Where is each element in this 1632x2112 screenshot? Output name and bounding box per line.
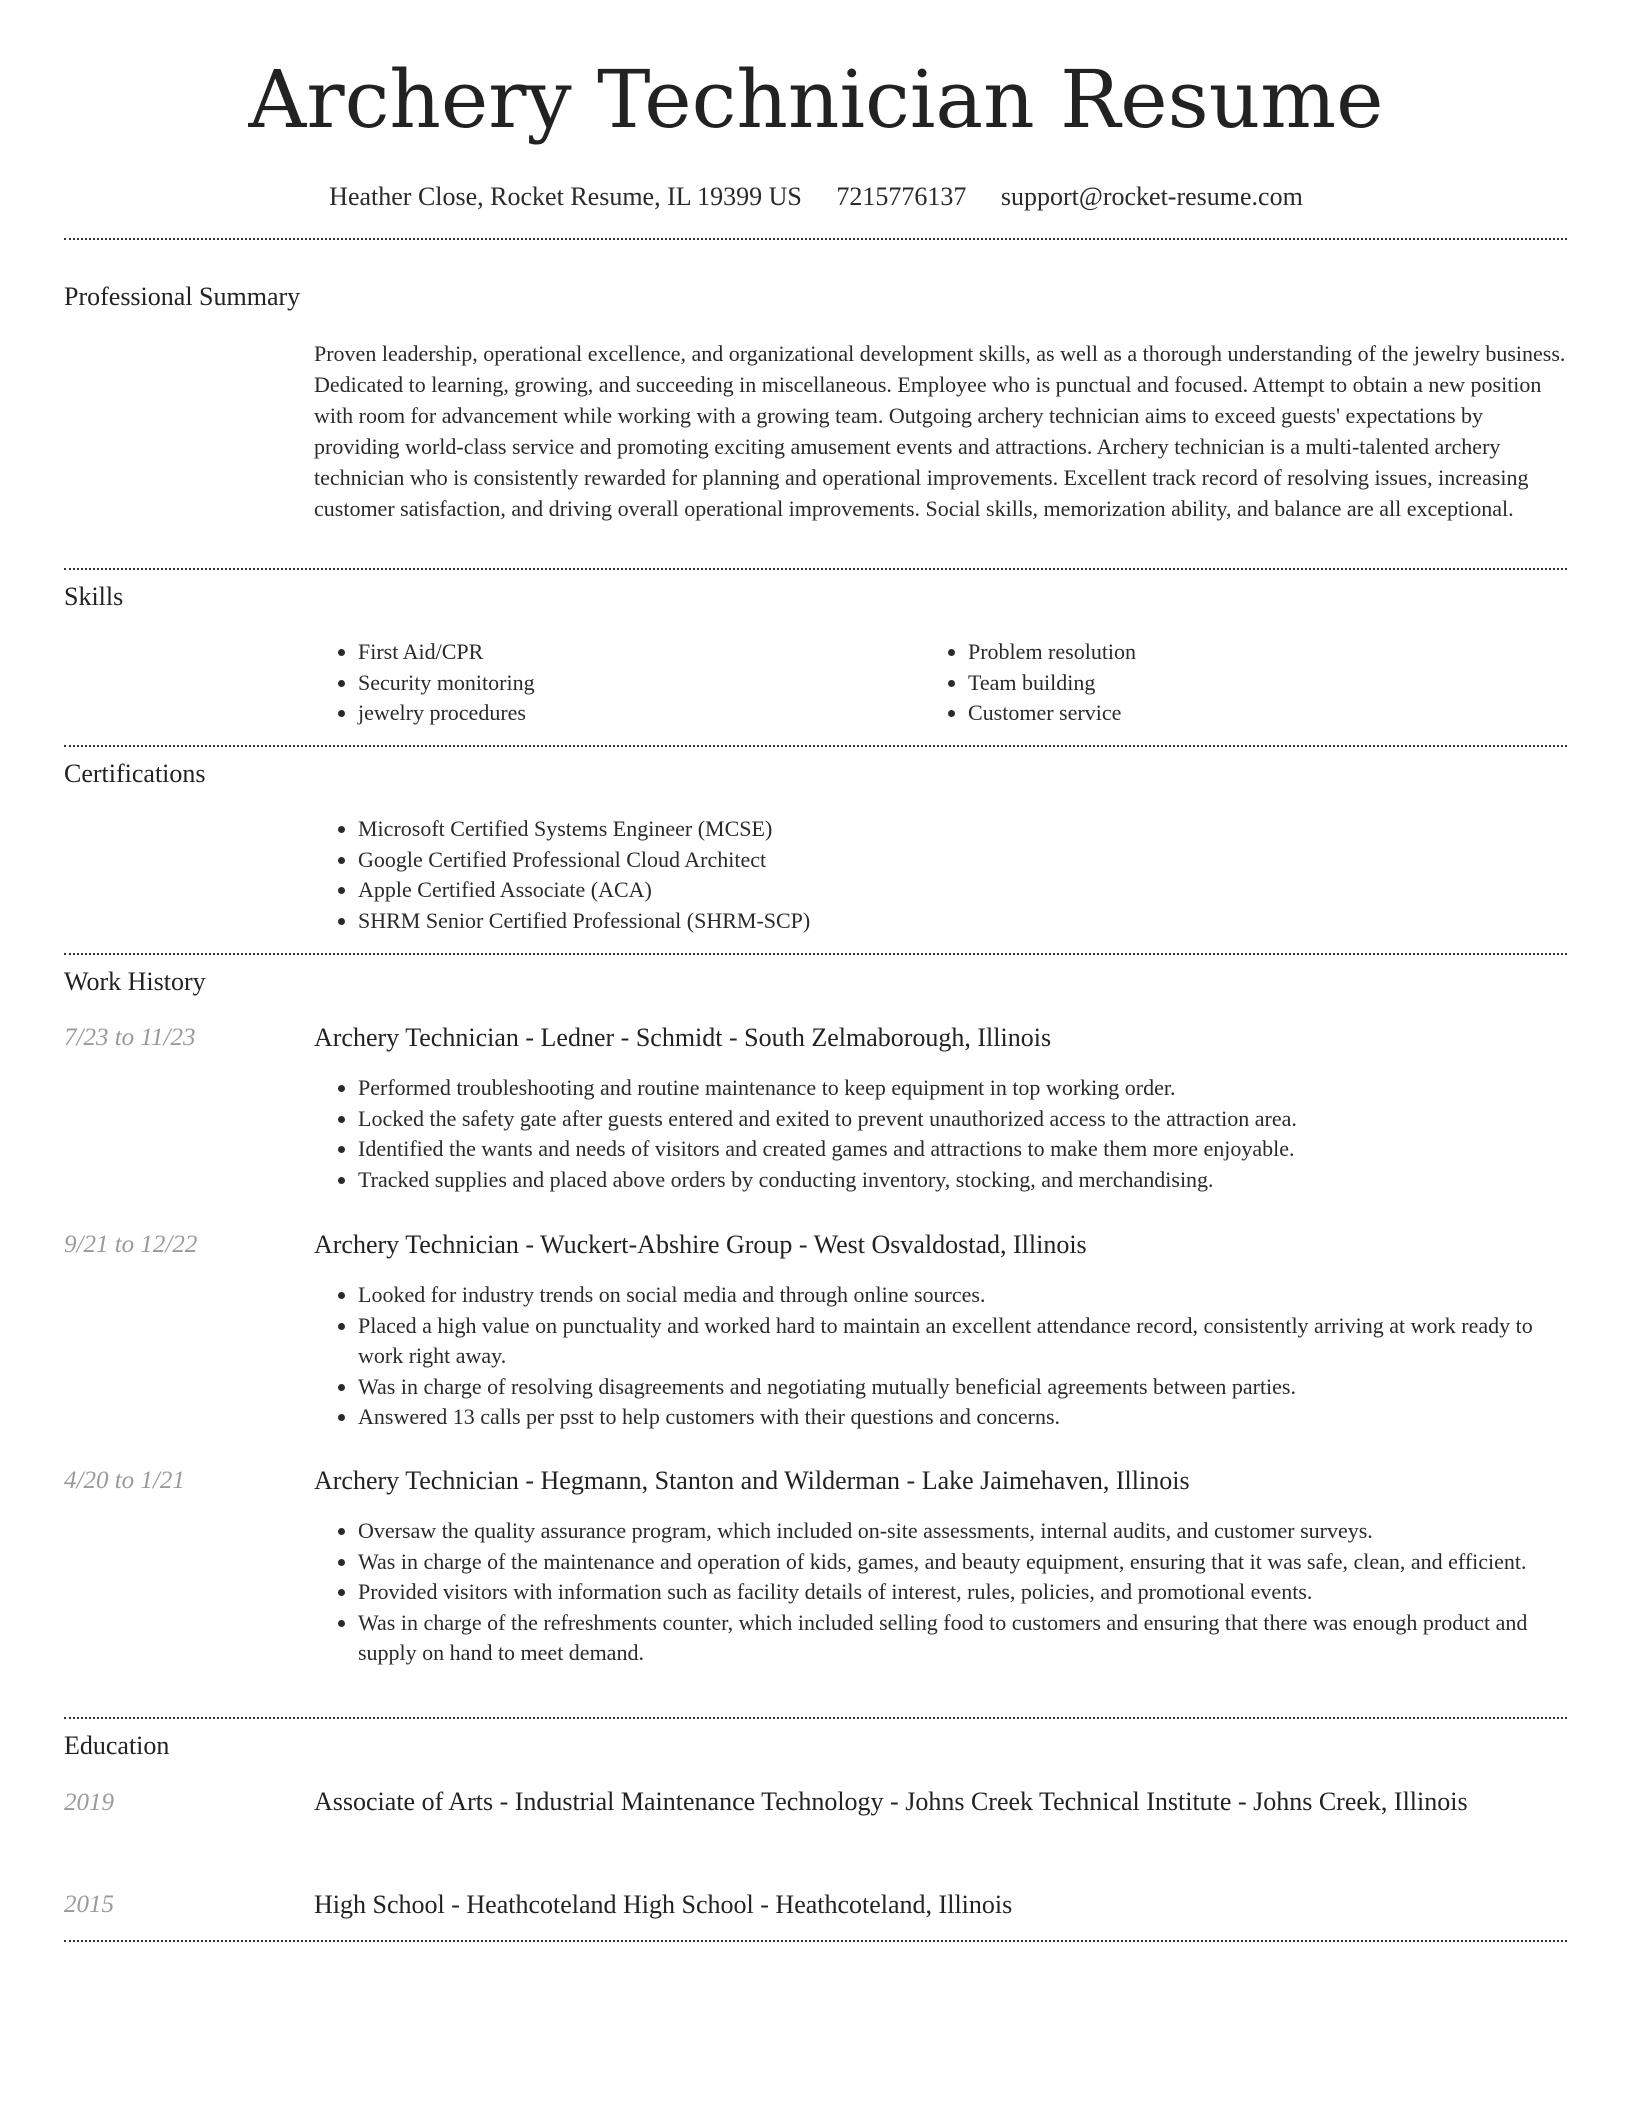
job-dates: 4/20 to 1/21 xyxy=(64,1467,185,1494)
job-bullet: • Placed a high value on punctuality and worked hard to maintain an excellent attendance record, consistently arriving at work ready to work right away. xyxy=(358,1311,1566,1372)
job-bullet: • Locked the safety gate after guests entered and exited to prevent unauthorized access to the attraction area. xyxy=(358,1104,1566,1135)
skill-item: • Team building xyxy=(968,668,1484,699)
skills-list-left xyxy=(314,637,874,729)
contact-address: Heather Close, Rocket Resume, IL 19399 US xyxy=(329,182,802,211)
resume-title: Archery Technician Resume xyxy=(248,53,1384,146)
job-title: Archery Technician - Hegmann, Stanton and Wilderman - Lake Jaimehaven, Illinois xyxy=(314,1466,1190,1495)
contact-phone: 7215776137 xyxy=(836,182,967,211)
skills-column-left xyxy=(314,637,874,729)
job-bullet: • Was in charge of the maintenance and operation of kids, games, and beauty equipment, ensuring that it was safe, clean, and efficient. xyxy=(358,1547,1566,1578)
education-year: 2019 xyxy=(64,1789,114,1816)
job-bullets xyxy=(314,1516,1566,1669)
certifications-list xyxy=(314,814,1566,936)
divider xyxy=(64,1940,1567,1942)
section-heading-education: Education xyxy=(64,1731,170,1760)
skill-item: • jewelry procedures xyxy=(358,698,874,729)
certification-item: • SHRM Senior Certified Professional (SHRM-SCP) xyxy=(358,906,1566,937)
skill-item: • First Aid/CPR xyxy=(358,637,874,668)
section-heading-certifications: Certifications xyxy=(64,759,206,788)
job-bullet: • Tracked supplies and placed above orders by conducting inventory, stocking, and merchandising. xyxy=(358,1165,1566,1196)
job-bullet: • Looked for industry trends on social media and through online sources. xyxy=(358,1280,1566,1311)
education-entry: High School - Heathcoteland High School - Heathcoteland, Illinois xyxy=(314,1890,1013,1919)
certification-item: • Apple Certified Associate (ACA) xyxy=(358,875,1566,906)
job-bullet: • Was in charge of resolving disagreements and negotiating mutually beneficial agreements between parties. xyxy=(358,1372,1566,1403)
job-bullets xyxy=(314,1280,1566,1433)
skill-item: • Customer service xyxy=(968,698,1484,729)
job-bullet: • Answered 13 calls per psst to help customers with their questions and concerns. xyxy=(358,1402,1566,1433)
divider xyxy=(64,568,1567,570)
skills-list-right xyxy=(924,637,1484,729)
job-title: Archery Technician - Ledner - Schmidt - South Zelmaborough, Illinois xyxy=(314,1023,1052,1052)
job-bullet: • Was in charge of the refreshments counter, which included selling food to customers and ensuring that there was enough product and supply on hand to meet demand. xyxy=(358,1608,1566,1669)
divider xyxy=(64,953,1567,955)
divider xyxy=(64,745,1567,747)
contact-line xyxy=(0,182,1632,212)
skills-column-right xyxy=(924,637,1484,729)
job-bullet: • Provided visitors with information such as facility details of interest, rules, policies, and promotional events. xyxy=(358,1577,1566,1608)
contact-email: support@rocket-resume.com xyxy=(1000,182,1303,211)
job-bullets xyxy=(314,1073,1566,1195)
certification-item: • Google Certified Professional Cloud Architect xyxy=(358,845,1566,876)
job-title: Archery Technician - Wuckert-Abshire Group - West Osvaldostad, Illinois xyxy=(314,1230,1087,1259)
section-heading-work-history: Work History xyxy=(64,967,206,996)
job-bullet: • Identified the wants and needs of visitors and created games and attractions to make them more enjoyable. xyxy=(358,1134,1566,1165)
certification-item: • Microsoft Certified Systems Engineer (MCSE) xyxy=(358,814,1566,845)
job-bullet: • Performed troubleshooting and routine maintenance to keep equipment in top working order. xyxy=(358,1073,1566,1104)
job-dates: 7/23 to 11/23 xyxy=(64,1024,196,1051)
skill-item: • Problem resolution xyxy=(968,637,1484,668)
job-bullet: • Oversaw the quality assurance program, which included on-site assessments, internal audits, and customer surveys. xyxy=(358,1516,1566,1547)
summary-text: Proven leadership, operational excellence, and organizational development skills, as well as a thorough understanding of the jewelry business. Dedicated to learning, growing, and succeeding in miscellaneous. Employee who is punctual and focused. Attempt to obtain a new position with room for advancement while working with a growing team. Outgoing archery technician aims to exceed guests' expectations by providing world-class service and promoting exciting amusement events and attractions. Archery technician is a multi-talented archery technician who is consistently rewarded for planning and operational improvements. Excellent track record of resolving issues, increasing customer satisfaction, and driving overall operational improvements. Social skills, memorization ability, and balance are all exceptional. xyxy=(314,341,1566,521)
education-year: 2015 xyxy=(64,1891,114,1918)
education-entry: Associate of Arts - Industrial Maintenance Technology - Johns Creek Technical Institute - Johns Creek, Illinois xyxy=(314,1787,1468,1816)
section-heading-summary: Professional Summary xyxy=(64,282,301,311)
divider xyxy=(64,1717,1567,1719)
divider xyxy=(64,238,1567,240)
job-dates: 9/21 to 12/22 xyxy=(64,1231,198,1258)
section-heading-skills: Skills xyxy=(64,582,124,611)
skill-item: • Security monitoring xyxy=(358,668,874,699)
